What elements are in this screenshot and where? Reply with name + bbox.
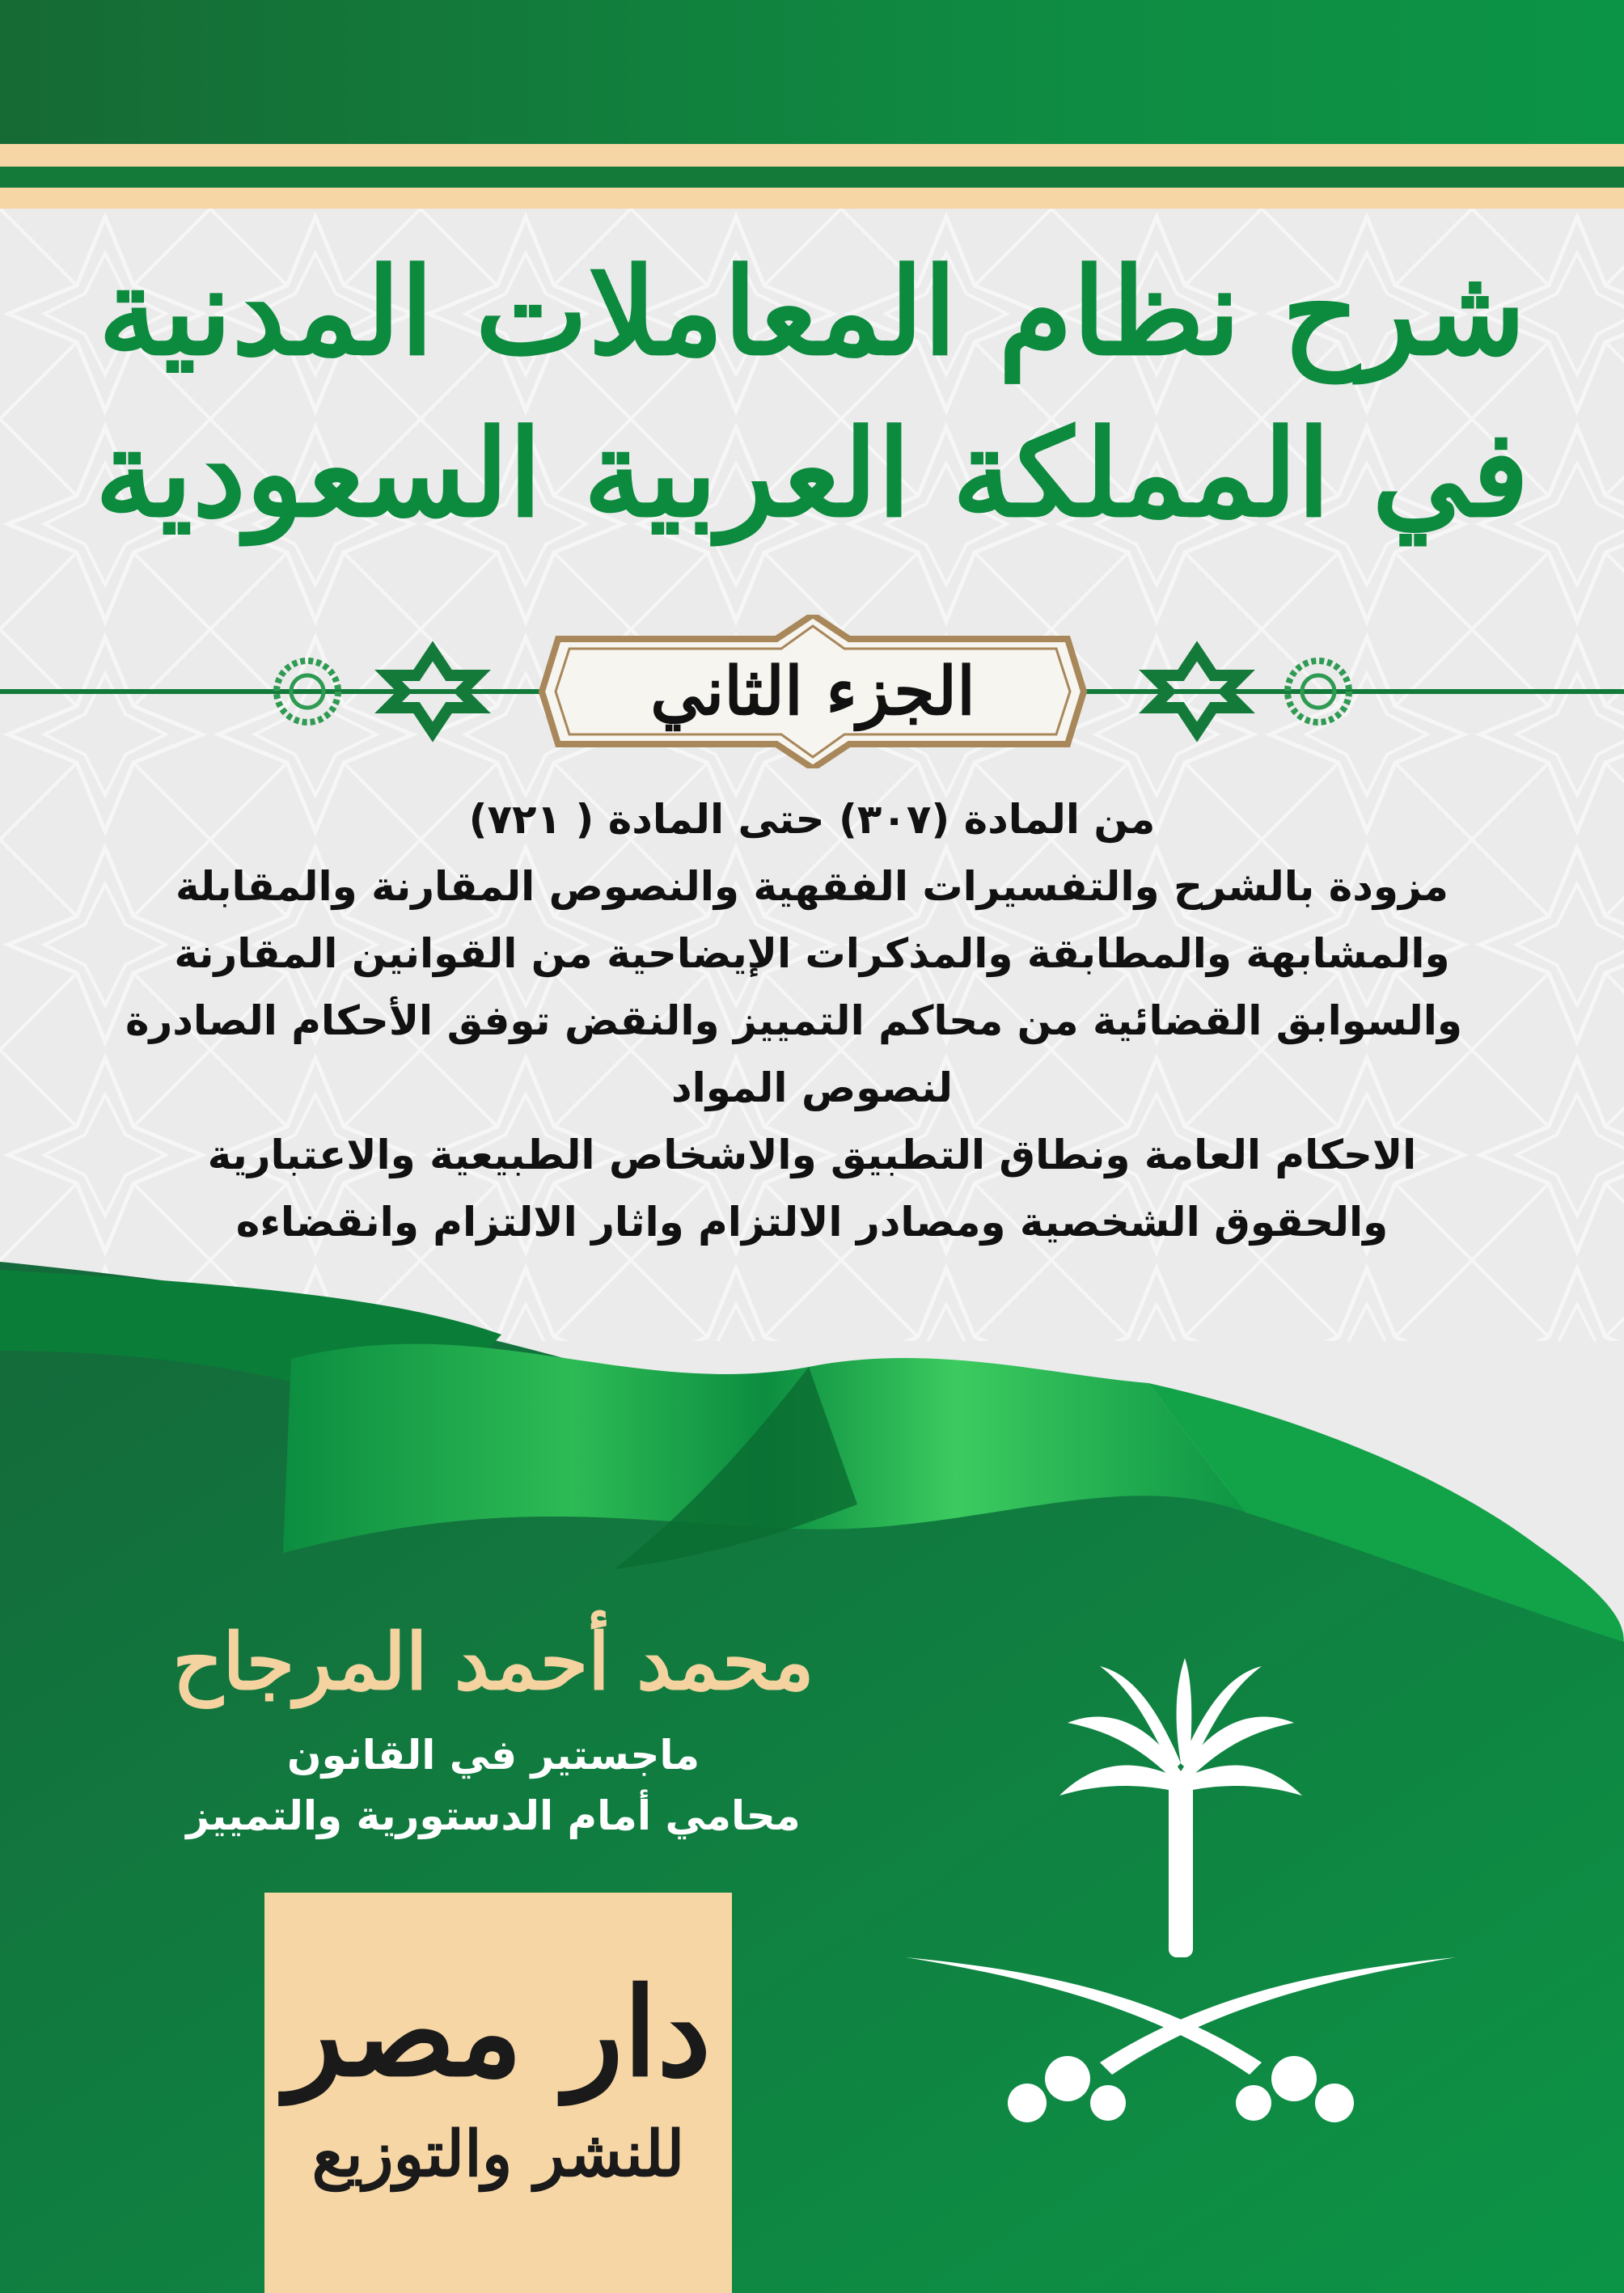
publisher-name: دار مصر (285, 1961, 712, 2104)
top-green-band (0, 0, 1624, 144)
author-credential: محامي أمام الدستورية والتمييز (186, 1792, 801, 1839)
book-title-line-1: شرح نظام المعاملات المدنية (98, 241, 1526, 382)
green-stripe (0, 167, 1624, 188)
description-line: والسوابق القضائية من محاكم التمييز والنقض توفق الأحكام الصادرة (125, 997, 1462, 1044)
part-label: الجزء الثاني (650, 653, 975, 730)
publisher-logo (264, 1893, 732, 2293)
description-line: والحقوق الشخصية ومصادر الالتزام واثار الالتزام وانقضاءه (235, 1199, 1389, 1246)
gold-stripe (0, 144, 1624, 167)
gold-stripe (0, 188, 1624, 209)
publisher-subtitle: للنشر والتوزيع (311, 2117, 685, 2191)
author-credential: ماجستير في القانون (286, 1732, 700, 1779)
description-line: والمشابهة والمطابقة والمذكرات الإيضاحية من القوانين المقارنة (174, 930, 1450, 977)
description-line: الاحكام العامة ونطاق التطبيق والاشخاص الطبيعية والاعتبارية (207, 1132, 1417, 1178)
description-line: لنصوص المواد (670, 1064, 954, 1111)
description-line: من المادة (٣٠٧) حتى المادة ( ٧٢١) (468, 796, 1156, 843)
palm-and-crossed-swords-icon (906, 1650, 1456, 2151)
author-name: محمد أحمد المرجاح (172, 1616, 814, 1707)
description-line: مزودة بالشرح والتفسيرات الفقهية والنصوص المقارنة والمقابلة (175, 863, 1449, 910)
book-title-line-2: في المملكة العربية السعودية (95, 403, 1529, 544)
